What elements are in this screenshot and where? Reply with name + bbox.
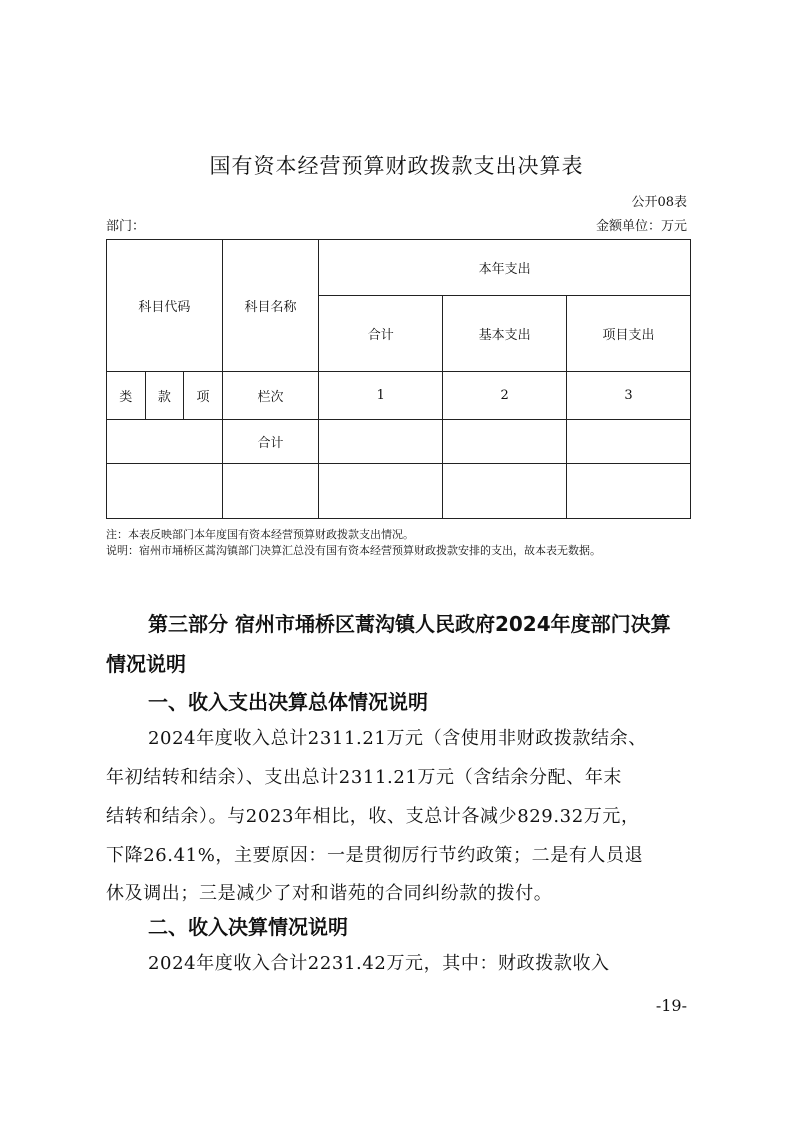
page-number: -19- — [655, 996, 687, 1015]
table-empty-row — [107, 464, 691, 519]
form-number: 公开08表 — [631, 195, 687, 210]
total-row-total-cell — [319, 420, 443, 464]
section-2-line: 2024年度收入合计2231.42万元，其中：财政拨款收入 — [148, 953, 610, 974]
total-row-project-cell — [567, 420, 691, 464]
section-1-line: 下降26.41%，主要原因：一是贯彻厉行节约政策；二是有人员退 — [106, 845, 644, 866]
empty-row-total-cell — [319, 464, 443, 519]
section-2-heading: 二、收入决算情况说明 — [148, 915, 348, 939]
index-kuan: 款 — [145, 372, 184, 420]
part-title-line-2: 情况说明 — [106, 652, 186, 676]
table-index-row — [107, 372, 691, 420]
section-1-line: 结转和结余）。与2023年相比，收、支总计各减少829.32万元， — [106, 806, 640, 827]
table-header-row-1 — [107, 240, 691, 296]
index-col-3: 3 — [567, 372, 691, 420]
empty-row-code-cell — [107, 464, 223, 519]
section-1-line: 2024年度收入总计2311.21万元（含使用非财政拨款结余、 — [148, 728, 647, 749]
table-title: 国有资本经营预算财政拨款支出决算表 — [209, 154, 584, 178]
section-1-line: 年初结转和结余）、支出总计2311.21万元（含结余分配、年末 — [106, 767, 623, 788]
header-current-year-expenditure: 本年支出 — [319, 240, 691, 296]
empty-row-project-cell — [567, 464, 691, 519]
index-col-1: 1 — [319, 372, 443, 420]
index-label: 栏次 — [222, 372, 318, 420]
expenditure-table — [106, 239, 691, 519]
department-label: 部门： — [106, 219, 146, 234]
index-col-2: 2 — [443, 372, 567, 420]
section-1-line: 休及调出；三是减少了对和谐苑的合同纠纷款的拨付。 — [106, 883, 553, 904]
header-total: 合计 — [319, 296, 443, 372]
table-note: 注：本表反映部门本年度国有资本经营预算财政拨款支出情况。 — [106, 528, 414, 541]
table-explanation: 说明：宿州市埇桥区蒿沟镇部门决算汇总没有国有资本经营预算财政拨款安排的支出，故本表无数据。 — [106, 544, 601, 557]
total-row-basic-cell — [443, 420, 567, 464]
table-total-row — [107, 420, 691, 464]
index-lei: 类 — [107, 372, 146, 420]
header-basic-expenditure: 基本支出 — [443, 296, 567, 372]
total-row-label: 合计 — [222, 420, 318, 464]
empty-row-basic-cell — [443, 464, 567, 519]
total-row-code-cell — [107, 420, 223, 464]
header-project-expenditure: 项目支出 — [567, 296, 691, 372]
header-subject-code: 科目代码 — [107, 240, 223, 372]
part-title-line-1: 第三部分 宿州市埇桥区蒿沟镇人民政府2024年度部门决算 — [148, 612, 671, 636]
section-1-heading: 一、收入支出决算总体情况说明 — [148, 690, 428, 714]
empty-row-name-cell — [222, 464, 318, 519]
amount-unit-label: 金额单位：万元 — [595, 219, 687, 234]
index-xiang: 项 — [184, 372, 223, 420]
header-subject-name: 科目名称 — [222, 240, 318, 372]
